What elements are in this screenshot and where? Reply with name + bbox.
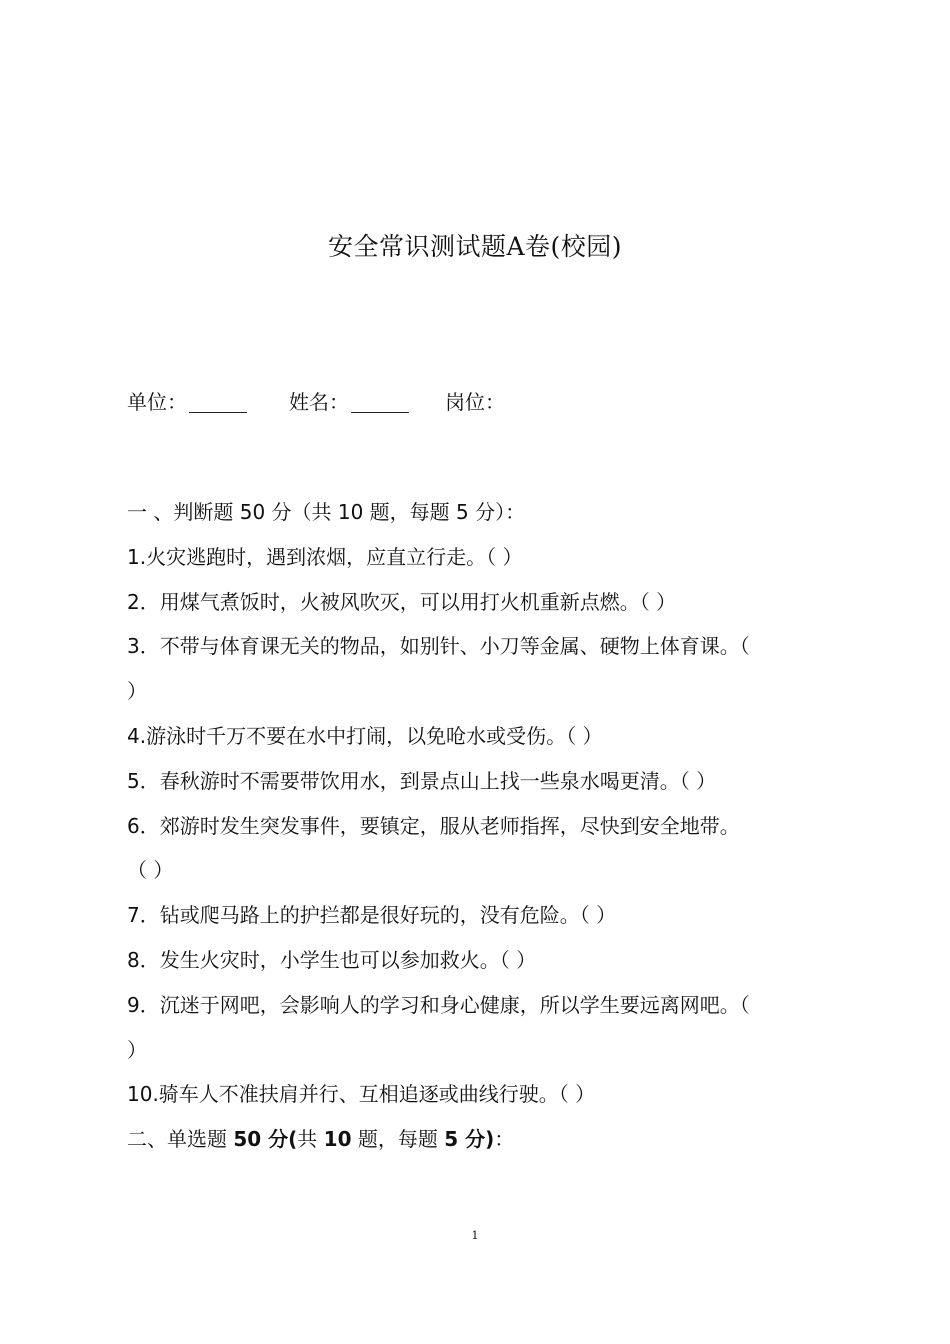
question-line: 4.游泳时千万不要在水中打闹，以免呛水或受伤。（ ） <box>127 723 603 748</box>
post-label: 岗位： <box>445 390 505 414</box>
post-field <box>445 385 505 419</box>
question-line: 10.骑车人不准扶肩并行、互相追逐或曲线行驶。（ ） <box>127 1082 596 1107</box>
info-row <box>127 385 505 419</box>
section2-suffix-b: ： <box>494 1127 515 1152</box>
question-line: 7．钻或爬马路上的护拦都是很好玩的，没有危险。（ ） <box>127 903 617 928</box>
question-line: 6．郊游时发生突发事件，要镇定，服从老师指挥，尽快到安全地带。 <box>127 813 740 838</box>
section2-count: 10 <box>323 1127 352 1152</box>
question-line: 9．沉迷于网吧，会影响人的学习和身心健康，所以学生要远离网吧。（ <box>127 992 750 1017</box>
section-heading-true-false: 一 、判断题 50 分（共 10 题，每题 5 分）： <box>127 500 526 524</box>
section-heading-single-choice <box>127 1117 832 1162</box>
section2-suffix-a: 题，每题 <box>351 1127 445 1152</box>
question-line-continued: ） <box>127 679 147 704</box>
question-line-continued: ） <box>127 1037 147 1062</box>
section2-per: 5 分) <box>444 1127 495 1152</box>
page-title: 安全常识测试题A卷(校园) <box>327 232 623 261</box>
question-line: 3．不带与体育课无关的物品，如别针、小刀等金属、硬物上体育课。（ <box>127 634 750 659</box>
page-number: 1 <box>471 1229 479 1242</box>
question-line: 5．春秋游时不需要带饮用水，到景点山上找一些泉水喝更清。（ ） <box>127 768 717 793</box>
name-label: 姓名： <box>289 390 349 414</box>
question-line-continued: （ ） <box>127 858 174 883</box>
unit-label: 单位： <box>127 390 187 414</box>
section2-mid: 共 <box>297 1127 324 1152</box>
unit-blank[interactable] <box>189 392 247 413</box>
name-blank[interactable] <box>351 392 409 413</box>
unit-field <box>127 385 247 419</box>
question-list <box>127 490 832 1162</box>
name-field <box>289 385 409 419</box>
section2-score: 50 分( <box>233 1127 298 1152</box>
question-line: 1.火灾逃跑时，遇到浓烟，应直立行走。（ ） <box>127 544 523 569</box>
question-line: 8．发生火灾时，小学生也可以参加救火。（ ） <box>127 947 537 972</box>
question-line: 2．用煤气煮饭时，火被风吹灭，可以用打火机重新点燃。（ ） <box>127 589 677 614</box>
section2-prefix: 二、单选题 <box>127 1127 234 1152</box>
